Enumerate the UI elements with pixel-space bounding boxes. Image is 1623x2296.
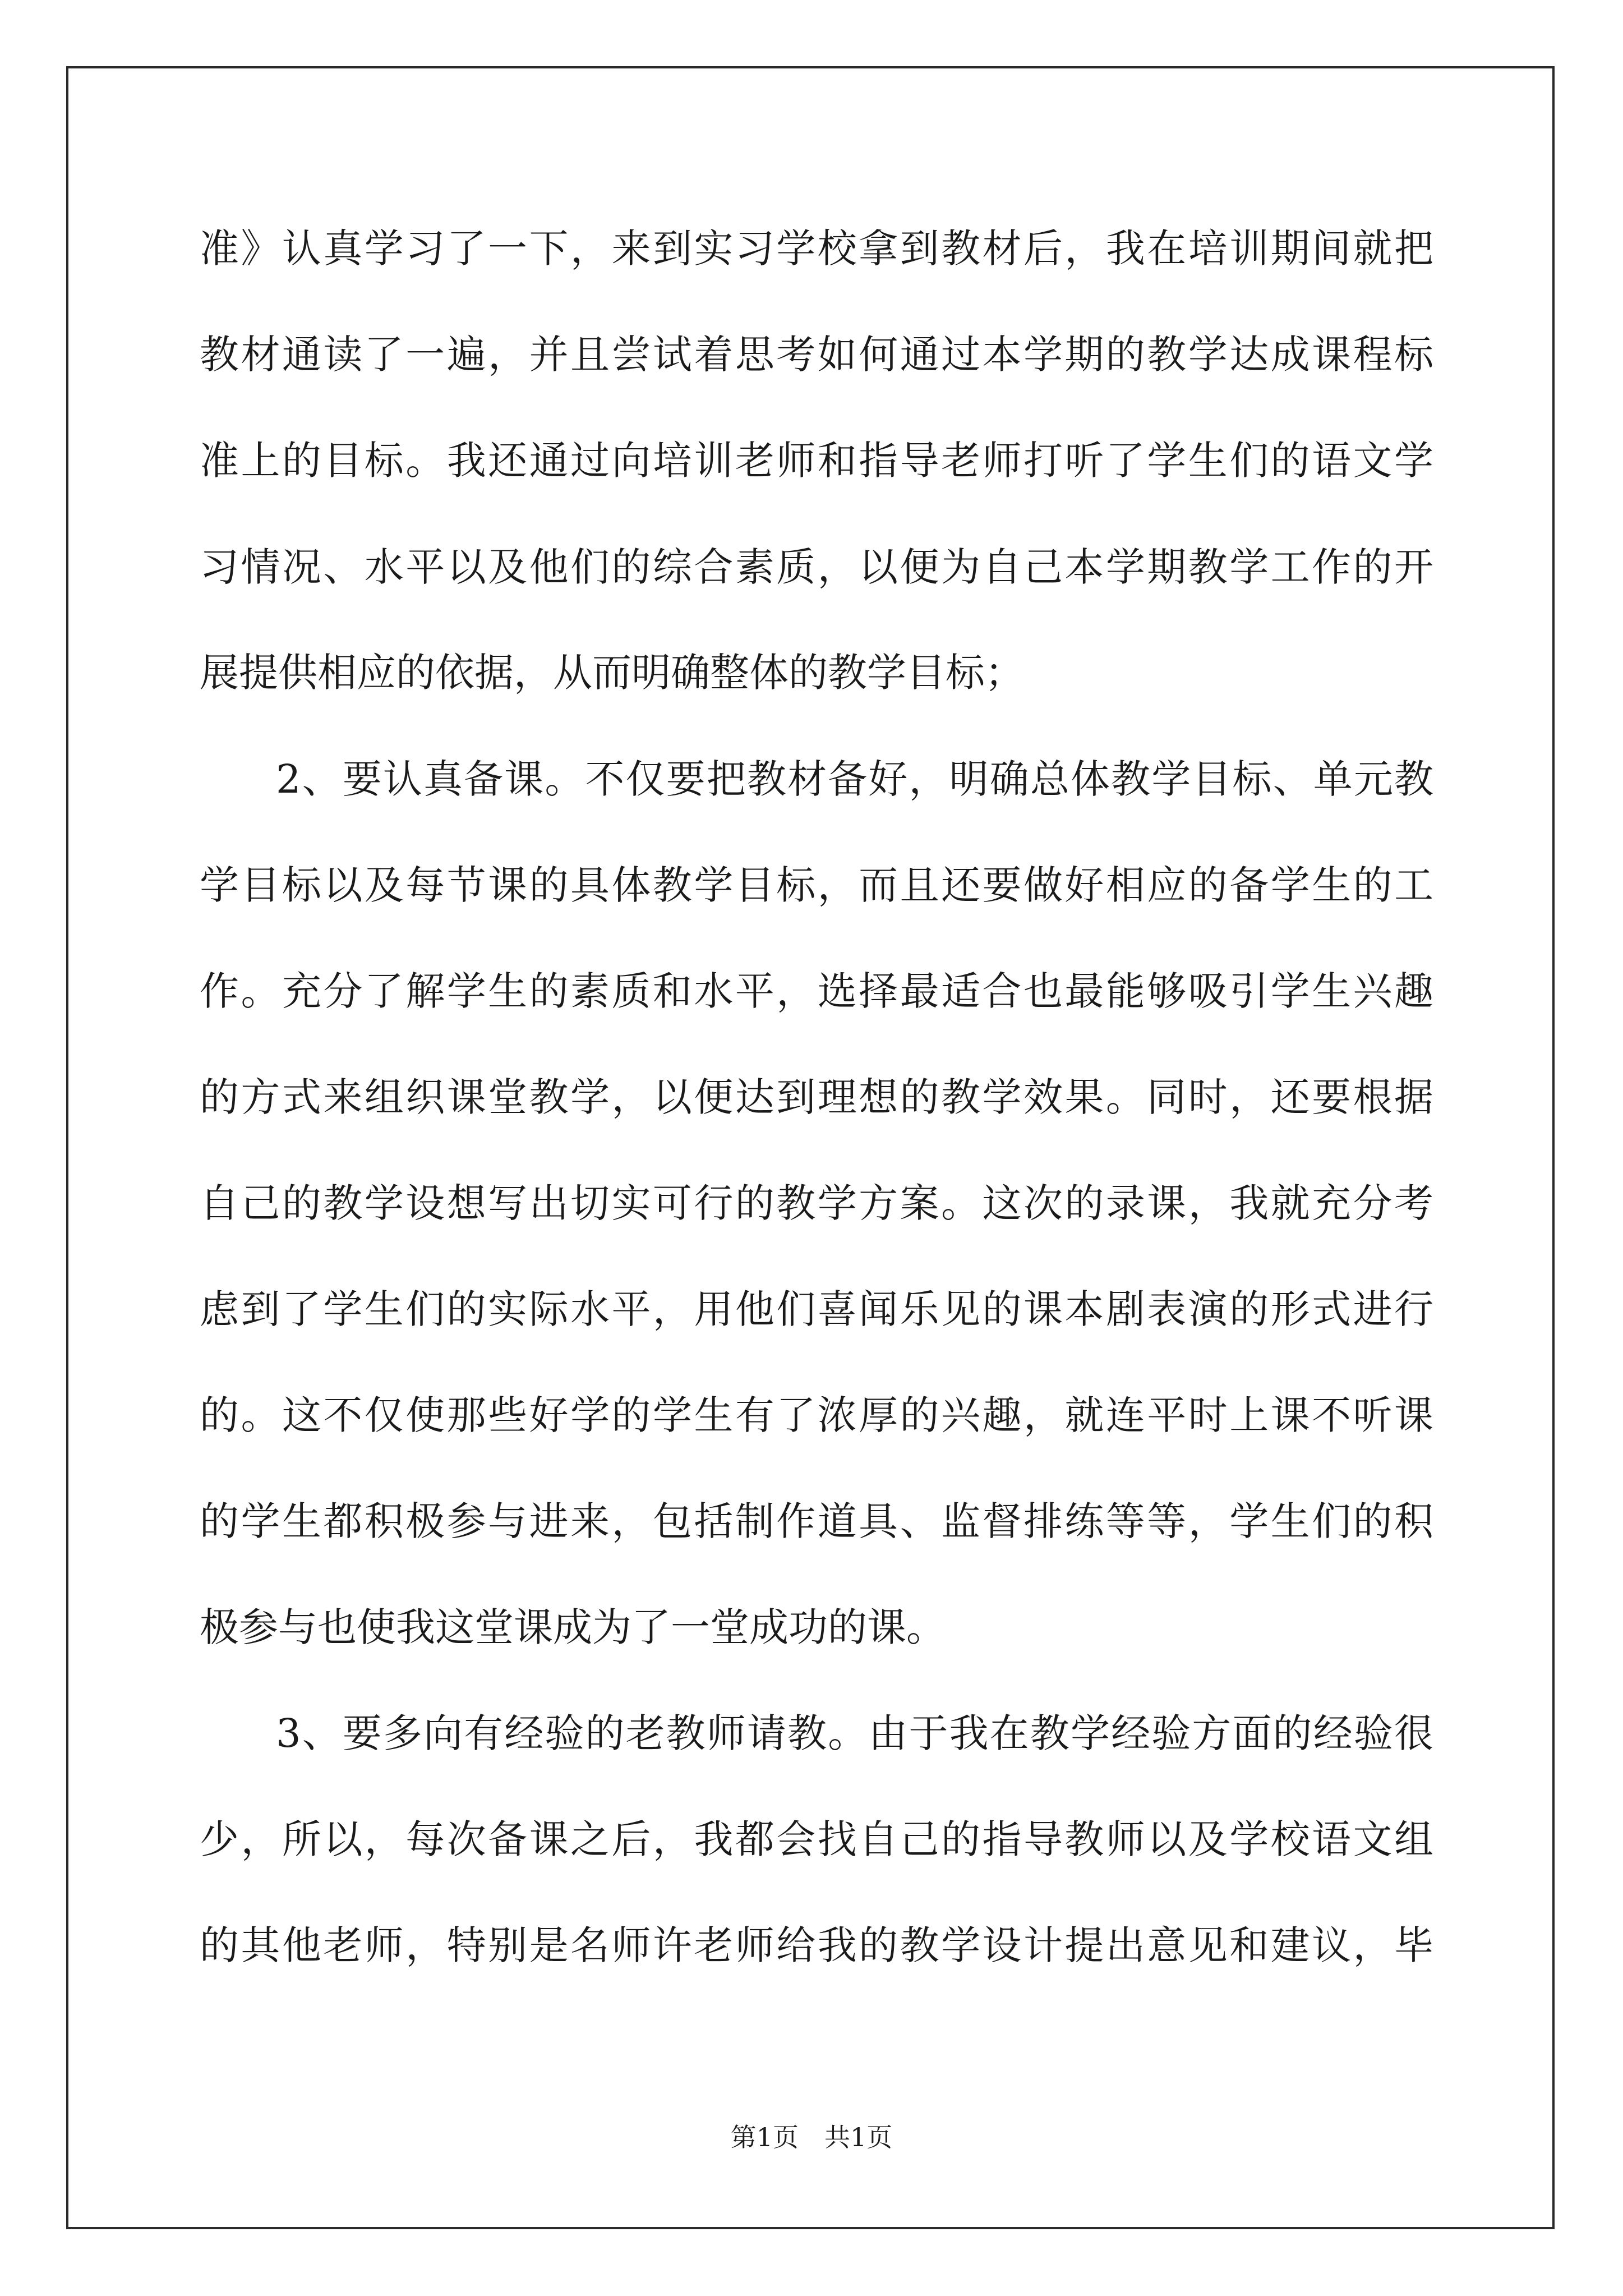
text-line: 教材通读了一遍，并且尝试着思考如何通过本学期的教学达成课程标 (200, 332, 1433, 378)
text-line: 虑到了学生们的实际水平，用他们喜闻乐见的课本剧表演的形式进行 (200, 1286, 1433, 1332)
text-line: 准》认真学习了一下，来到实习学校拿到教材后，我在培训期间就把 (200, 226, 1433, 272)
text-line: 习情况、水平以及他们的综合素质，以便为自己本学期教学工作的开 (200, 544, 1433, 590)
text-line: 极参与也使我这堂课成为了一堂成功的课。 (200, 1604, 946, 1650)
text-line: 准上的目标。我还通过向培训老师和指导老师打听了学生们的语文学 (200, 438, 1433, 484)
text-line: 的其他老师，特别是名师许老师给我的教学设计提出意见和建议，毕 (200, 1922, 1433, 1968)
text-line: 学目标以及每节课的具体教学目标，而且还要做好相应的备学生的工 (200, 862, 1433, 908)
text-line: 自己的教学设想写出切实可行的教学方案。这次的录课，我就充分考 (200, 1180, 1433, 1226)
text-line: 展提供相应的依据，从而明确整体的教学目标； (200, 650, 1024, 696)
text-line: 作。充分了解学生的素质和水平，选择最适合也最能够吸引学生兴趣 (200, 968, 1433, 1014)
text-line: 的方式来组织课堂教学，以便达到理想的教学效果。同时，还要根据 (200, 1074, 1433, 1120)
text-line: 少，所以，每次备课之后，我都会找自己的指导教师以及学校语文组 (200, 1816, 1433, 1862)
text-line: 的学生都积极参与进来，包括制作道具、监督排练等等，学生们的积 (200, 1498, 1433, 1544)
text-line: 3、要多向有经验的老教师请教。由于我在教学经验方面的经验很 (276, 1710, 1433, 1756)
text-line: 2、要认真备课。不仅要把教材备好，明确总体教学目标、单元教 (276, 756, 1433, 802)
page-border (66, 66, 1555, 2229)
text-line: 的。这不仅使那些好学的学生有了浓厚的兴趣，就连平时上课不听课 (200, 1392, 1433, 1438)
page-footer: 第1页 共1页 (730, 2122, 893, 2152)
